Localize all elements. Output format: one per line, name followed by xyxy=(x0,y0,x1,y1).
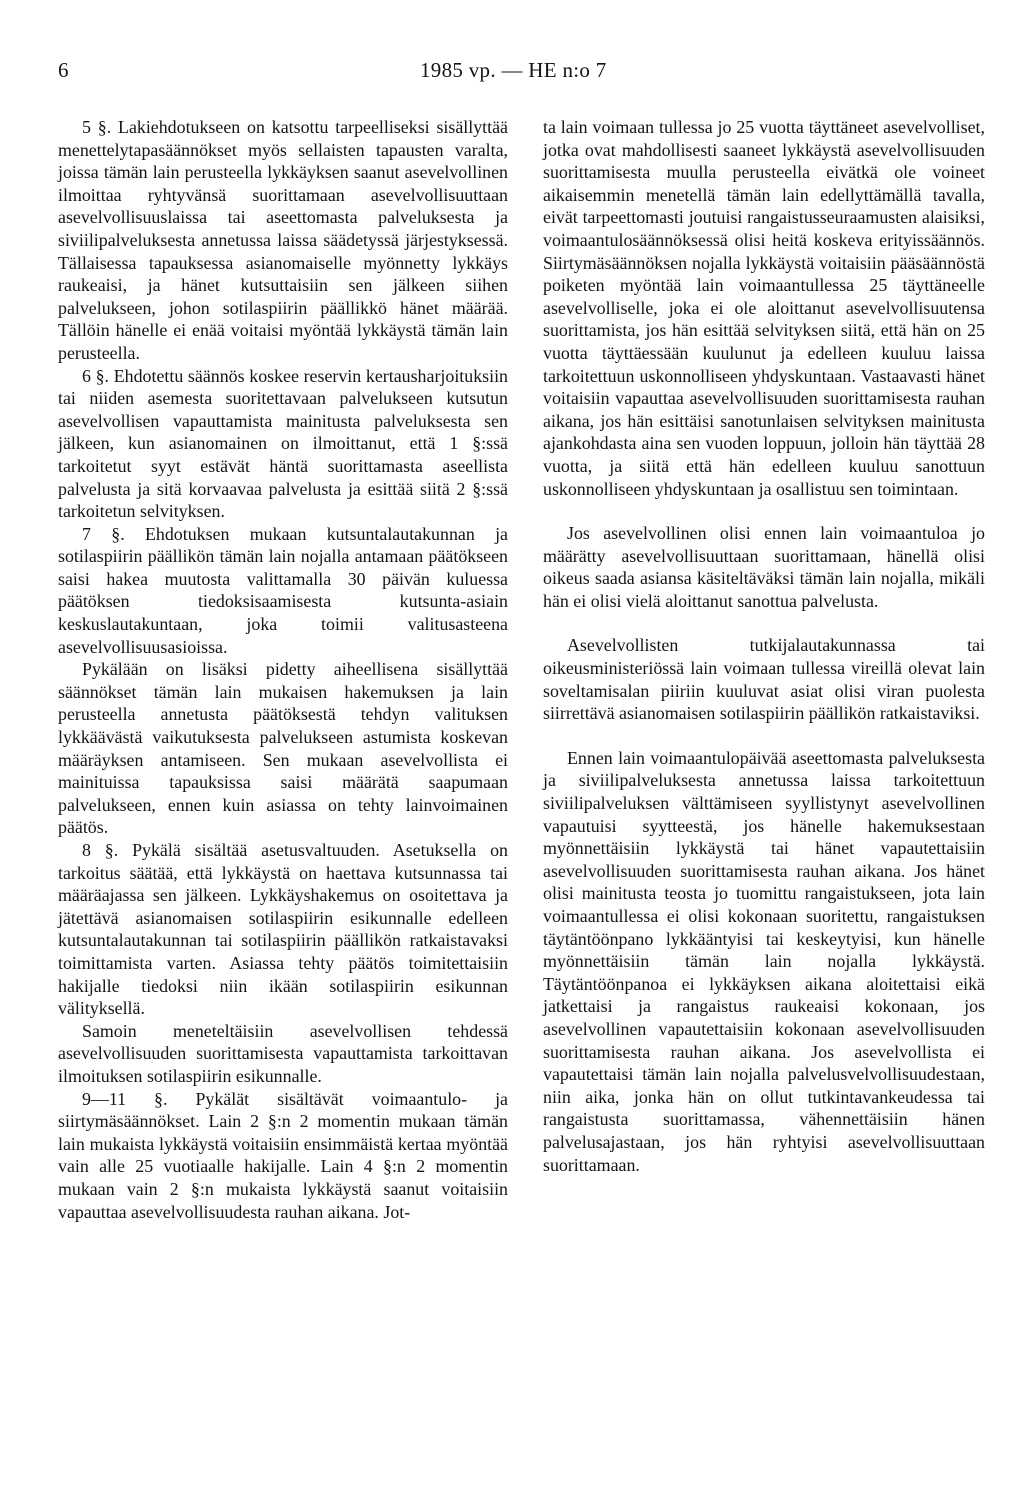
paragraph-6-section: 6 §. Ehdotettu säännös koskee reservin kertausharjoituksiin tai niiden asemesta suoritettavaan palvelukseen kutsutun asevelvollisen vapauttamista mainitusta palveluksesta sen jälkeen, kun asianomainen on ilmoittanut, että 1 §:ssä tarkoitetut syyt estävät häntä suorittamasta aseellista palvelusta ja sitä korvaavaa palvelusta ja esittää siitä 2 §:ssä tarkoitetun selvityksen. xyxy=(58,365,508,522)
paragraph-transition-rule: ta lain voimaan tullessa jo 25 vuotta täyttäneet asevelvolliset, jotka ovat mahdollisesti saaneet lykkäystä asevelvollisuuden suorittamisesta muulla perusteella eivätkä ole voineet aikaisemmin menetellä tämän lain edellyttämällä tavalla, eivät tarpeettomasti joutuisi rangaistusseuraamusten alaisiksi, voimaantulosäännöksessä olisi heitä koskeva erityissäännös. Siirtymäsäännöksen nojalla lykkäystä voitaisiin pääsäännöstä poiketen myöntää lain voimaantullessa 25 täyttäneelle asevelvolliselle, joka ei ole aloittanut asevelvollisuutensa suorittamista, jos hän esittää selvityksen siitä, että hän on 25 vuotta täyttäessään kuulunut ja edelleen kuuluu laissa tarkoitettuun uskonnolliseen yhdyskuntaan. Vastaavasti hänet voitaisiin vapauttaa asevelvollisuuden suorittamisesta rauhan aikana, jos hän esittäisi sanotunlaisen selvityksen mainitusta ajankohdasta aina sen vuoden loppuun, jolloin hän täyttää 28 vuotta, ja siitä että hän edelleen kuuluu sanottuun uskonnolliseen yhdyskuntaan ja osallistuu sen toimintaan. xyxy=(543,117,985,499)
paragraph-before-entry: Ennen lain voimaantulopäivää aseettomasta palveluksesta ja siviilipalveluksesta annetussa laissa tarkoitettuun siviilipalveluksen välttämiseen syyllistynyt asevelvollinen vapautuisi syytteestä, jos hänelle hakemuksestaan myönnettäisiin lykkäystä tai hänet vapautettaisiin asevelvollisuuden suorittamisesta rauhan aikana. Jos hänet olisi mainitusta teosta jo tuomittu rangaistukseen, jota lain voimaantullessa ei olisi kokonaan suoritettu, rangaistuksen täytäntöönpano lykkääntyisi tai keskeytyisi, kun hänelle myönnettäisiin tämän lain nojalla lykkäystä. Täytäntöönpanoa ei lykkäyksen aikana aloitettaisi eikä jatkettaisi ja rangaistus raukeaisi kokonaan, jos asevelvollinen vapautettaisiin kokonaan asevelvollisuuden suorittamisesta rauhan aikana. Jos asevelvollista ei vapautettaisi tämän lain nojalla palvelusvelvollisuudestaan, niin aika, jonka hän on ollut tutkintavankeudessa tai rangaistusta suorittamassa, vähennettäisiin hänen palvelusajastaan, jos hän ryhtyisi asevelvollisuuttaan suorittamaan. xyxy=(543,747,985,1175)
page-number: 6 xyxy=(58,58,69,82)
right-column xyxy=(543,116,985,1176)
left-column xyxy=(58,116,508,1223)
paragraph-already-assigned: Jos asevelvollinen olisi ennen lain voimaantuloa jo määrätty asevelvollisuuttaan suorittamaan, hänellä olisi oikeus saada asiansa käsiteltäväksi tämän lain nojalla, mikäli hän ei olisi vielä aloittanut sanottua palvelusta. xyxy=(543,523,985,611)
paragraph-7-section: 7 §. Ehdotuksen mukaan kutsuntalautakunnan ja sotilaspiirin päällikön tämän lain nojalla antamaan päätökseen saisi hakea muutosta valittamalla 30 päivän kuluessa päätöksen tiedoksisaamisesta kutsunta-asiain keskuslautakuntaan, joka toimii valitusasteena asevelvollisuusasioissa. xyxy=(58,523,508,657)
paragraph-8-continued: Samoin meneteltäisiin asevelvollisen tehdessä asevelvollisuuden suorittamisesta vapauttamista tarkoittavan ilmoituksen sotilaspiirin esikunnalle. xyxy=(58,1020,508,1086)
paragraph-5-section: 5 §. Lakiehdotukseen on katsottu tarpeelliseksi sisällyttää menettelytapasäännökset myös sellaisten tapausten varalta, joissa tämän lain perusteella lykkäyksen saanut asevelvollinen ilmoittaa ryhtyvänsä suorittamaan asevelvollisuuttaan asevelvollisuuslaissa tai aseettomasta palveluksesta ja siviilipalveluksesta annetussa laissa säädetyssä järjestyksessä. Tällaisessa tapauksessa asianomaiselle myönnetty lykkäys raukeaisi, ja hänet kutsuttaisiin sen jälkeen siihen palvelukseen, johon sotilaspiirin päällikkö hänet määrää. Tällöin hänelle ei enää voitaisi myöntää lykkäystä tämän lain perusteella. xyxy=(58,117,508,363)
running-head: 1985 vp. — HE n:o 7 xyxy=(420,58,607,82)
paragraph-pending-cases: Asevelvollisten tutkijalautakunnassa tai oikeusministeriössä lain voimaan tullessa vireillä olevat lain soveltamisalan piiriin kuuluvat asiat olisi viran puolesta siirrettävä asianomaisen sotilaspiirin päällikön ratkaistaviksi. xyxy=(543,635,985,724)
paragraph-7-continued: Pykälään on lisäksi pidetty aiheellisena sisällyttää säännökset tämän lain mukaisen hakemuksen ja lain perusteella annetusta päätöksestä tehdyn valituksen lykkäävästä vaikutuksesta palvelukseen astumista koskevan määräyksen antamiseen. Sen mukaan asevelvollista ei mainituissa tapauksissa saisi määrätä saapumaan palvelukseen, ennen kuin asiassa on tehty lainvoimainen päätös. xyxy=(58,659,508,838)
paragraph-8-section: 8 §. Pykälä sisältää asetusvaltuuden. Asetuksella on tarkoitus säätää, että lykkäystä on haettava kutsunnassa tai määräajassa sen jälkeen. Lykkäyshakemus on osoitettava ja jätettävä asianomaisen sotilaspiirin esikunnalle edelleen kutsuntalautakunnan tai sotilaspiirin päällikön ratkaistavaksi toimittamista varten. Asiassa tehty päätös toimitettaisiin hakijalle tiedoksi niin ikään sotilaspiirin esikunnan välityksellä. xyxy=(58,840,508,1019)
paragraph-9-11-section: 9—11 §. Pykälät sisältävät voimaantulo- ja siirtymäsäännökset. Lain 2 §:n 2 momentin mukaan tämän lain mukaista lykkäystä voitaisiin ensimmäistä kertaa myöntää vain alle 25 vuotiaalle hakijalle. Lain 4 §:n 2 momentin mukaan vain 2 §:n mukaista lykkäystä saanut voitaisiin vapauttaa asevelvollisuudesta rauhan aikana. Jot- xyxy=(58,1088,508,1222)
